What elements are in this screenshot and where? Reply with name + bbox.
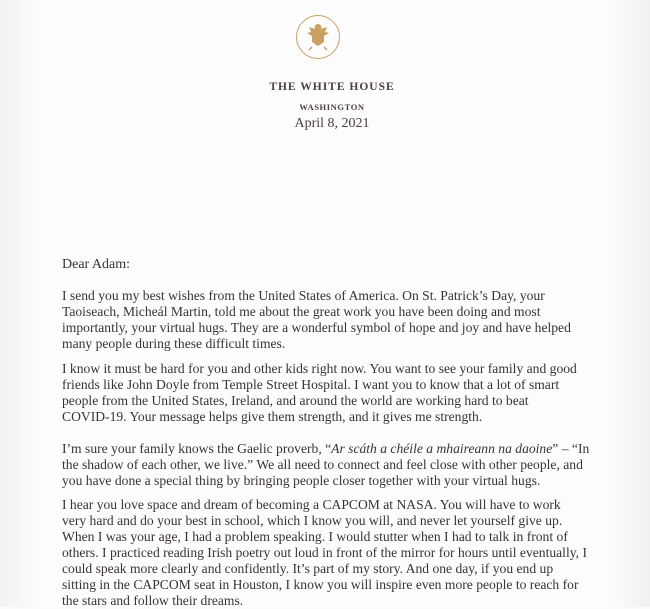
text-line: many people during these difficult times. <box>62 336 286 351</box>
text-line: I hear you love space and dream of becoming a CAPCOM at NASA. You will have to work <box>62 497 561 512</box>
text-line: could speak more clearly and confidently. It’s part of my story. And one day, if you end up <box>62 561 554 576</box>
presidential-seal-icon <box>295 14 341 60</box>
letter-date: April 8, 2021 <box>294 116 370 131</box>
text-fragment: ” – “In <box>552 441 590 456</box>
paragraph-3 <box>62 441 589 489</box>
text-fragment: I’m sure your family knows the Gaelic proverb, “ <box>62 441 332 456</box>
salutation: Dear Adam: <box>62 257 131 272</box>
text-line: the stars and follow their dreams. <box>62 593 244 608</box>
text-line: the shadow of each other, we live.” We all need to connect and feel close with other people, and <box>62 457 583 472</box>
text-line: very hard and do your best in school, which I know you will, and never let yourself give up. <box>62 513 563 528</box>
paragraph-1 <box>62 288 571 352</box>
text-line: others. I practiced reading Irish poetry out loud in front of the mirror for hours until eventually, I <box>62 545 587 560</box>
text-line <box>62 441 589 457</box>
gaelic-proverb: Ar scáth a chéile a mhaireann na daoine <box>331 441 553 456</box>
paragraph-4 <box>62 497 587 609</box>
letterhead-city: WASHINGTON <box>299 102 365 112</box>
text-line: When I was your age, I had a problem speaking. I would stutter when I had to talk in front of <box>62 529 568 544</box>
text-line: you have done a special thing by bringing people closer together with your virtual hugs. <box>62 473 541 488</box>
text-line: friends like John Doyle from Temple Street Hospital. I want you to know that a lot of smart <box>62 377 560 392</box>
text-line: I know it must be hard for you and other kids right now. You want to see your family and good <box>62 361 577 376</box>
text-line: Taoiseach, Micheál Martin, told me about the great work you have been doing and most <box>62 304 541 319</box>
text-line: COVID-19. Your message helps give them strength, and it gives me strength. <box>62 409 483 424</box>
text-line: importantly, your virtual hugs. They are a wonderful symbol of hope and joy and have helped <box>62 320 571 335</box>
paragraph-2 <box>62 361 577 425</box>
text-line: people from the United States, Ireland, and around the world are working hard to beat <box>62 393 529 408</box>
text-line: I send you my best wishes from the United States of America. On St. Patrick’s Day, your <box>62 288 545 303</box>
letterhead-organization: THE WHITE HOUSE <box>269 81 395 93</box>
text-line: sitting in the CAPCOM seat in Houston, I know you will inspire even more people to reach for <box>62 577 579 592</box>
